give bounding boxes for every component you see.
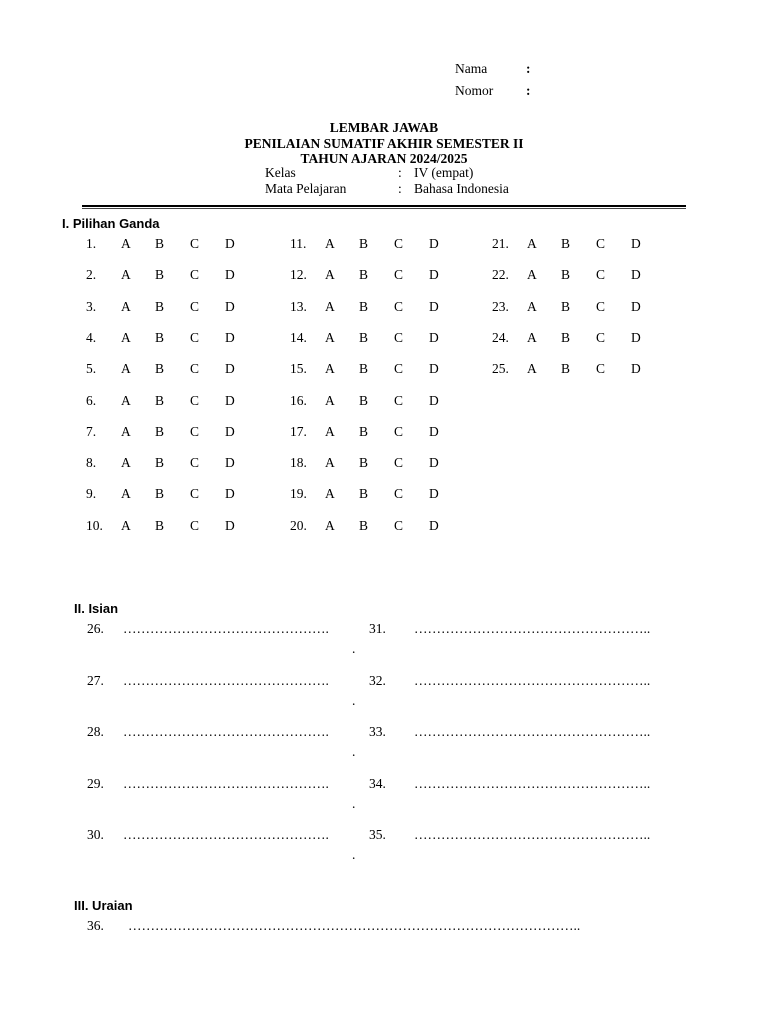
question-number: 20.	[290, 517, 307, 533]
answer-option-b[interactable]: B	[359, 361, 369, 377]
answer-option-a[interactable]: A	[325, 236, 335, 251]
answer-line[interactable]: ……………………………………………..	[414, 621, 651, 636]
answer-option-d[interactable]: D	[631, 267, 641, 283]
answer-option-c[interactable]: C	[190, 486, 200, 502]
answer-option-c[interactable]: C	[596, 298, 606, 314]
answer-option-a[interactable]: A	[121, 423, 131, 439]
question-number: 19.	[290, 486, 307, 502]
answer-line-continuation: .	[352, 847, 356, 862]
answer-option-b[interactable]: B	[155, 486, 165, 502]
question-number: 13.	[290, 298, 307, 314]
answer-option-c[interactable]: C	[394, 236, 404, 251]
answer-option-a[interactable]: A	[121, 361, 131, 377]
answer-option-c[interactable]: C	[190, 361, 200, 377]
answer-option-a[interactable]: A	[121, 486, 131, 502]
answer-line-continuation: .	[352, 795, 356, 811]
answer-option-a[interactable]: A	[527, 267, 537, 283]
answer-option-a[interactable]: A	[325, 267, 335, 283]
answer-row	[86, 455, 266, 473]
answer-option-b[interactable]: B	[155, 298, 165, 314]
answer-option-a[interactable]: A	[325, 486, 335, 502]
answer-row	[492, 299, 672, 317]
question-number: 22.	[492, 267, 509, 283]
answer-option-b[interactable]: B	[155, 517, 165, 533]
answer-option-b[interactable]: B	[561, 298, 571, 314]
question-number: 29.	[87, 775, 104, 791]
answer-option-d[interactable]: D	[225, 329, 235, 345]
question-number: 1.	[86, 236, 97, 251]
answer-option-b[interactable]: B	[359, 486, 369, 502]
answer-option-b[interactable]: B	[359, 423, 369, 439]
question-number: 33.	[369, 724, 386, 739]
answer-row	[290, 361, 470, 379]
fill-in-row	[0, 776, 768, 816]
answer-option-b[interactable]: B	[561, 267, 571, 283]
answer-option-c[interactable]: C	[190, 517, 200, 533]
answer-option-a[interactable]: A	[121, 455, 131, 471]
answer-option-c[interactable]: C	[190, 329, 200, 345]
answer-option-d[interactable]: D	[225, 298, 235, 314]
answer-option-a[interactable]: A	[527, 298, 537, 314]
answer-line[interactable]: ……………………………………….	[123, 775, 329, 791]
answer-option-c[interactable]: C	[190, 455, 200, 471]
answer-row	[290, 518, 470, 536]
answer-option-d[interactable]: D	[631, 329, 641, 345]
answer-option-d[interactable]: D	[429, 267, 439, 283]
answer-option-a[interactable]: A	[325, 361, 335, 377]
question-number: 17.	[290, 423, 307, 439]
answer-option-d[interactable]: D	[225, 236, 235, 251]
answer-row	[492, 267, 672, 285]
answer-line-continuation: .	[352, 744, 356, 759]
answer-option-c[interactable]: C	[394, 423, 404, 439]
answer-option-a[interactable]: A	[121, 236, 131, 251]
answer-option-a[interactable]: A	[121, 329, 131, 345]
answer-option-d[interactable]: D	[225, 455, 235, 471]
answer-option-d[interactable]: D	[225, 392, 235, 408]
answer-row	[290, 486, 470, 504]
section-essay-title: III. Uraian	[74, 898, 133, 913]
answer-option-a[interactable]: A	[325, 329, 335, 345]
question-number: 10.	[86, 517, 103, 533]
question-number: 25.	[492, 361, 509, 377]
answer-line[interactable]: ……………………………………….	[123, 827, 329, 842]
answer-option-b[interactable]: B	[359, 329, 369, 345]
question-number: 36.	[87, 918, 104, 933]
answer-row	[290, 267, 470, 285]
answer-row	[492, 236, 672, 254]
answer-option-c[interactable]: C	[190, 392, 200, 408]
answer-option-d[interactable]: D	[429, 329, 439, 345]
answer-row	[86, 393, 266, 411]
answer-row	[86, 361, 266, 379]
question-number: 34.	[369, 775, 386, 791]
subject-value: Bahasa Indonesia	[414, 181, 509, 196]
answer-row	[86, 330, 266, 348]
answer-line[interactable]: ……………………………………….	[123, 621, 329, 636]
answer-option-d[interactable]: D	[429, 361, 439, 377]
fill-in-row	[0, 673, 768, 713]
answer-option-d[interactable]: D	[631, 361, 641, 377]
answer-row	[290, 236, 470, 254]
answer-line[interactable]: ………………………………………………………………………………………..	[128, 918, 581, 933]
answer-option-d[interactable]: D	[225, 361, 235, 377]
answer-line[interactable]: ……………………………………………..	[414, 672, 651, 688]
answer-option-b[interactable]: B	[155, 392, 165, 408]
answer-line[interactable]: ……………………………………….	[123, 724, 329, 739]
answer-line[interactable]: ……………………………………………..	[414, 827, 651, 842]
fill-in-row	[0, 621, 768, 661]
answer-row	[290, 393, 470, 411]
question-number: 12.	[290, 267, 307, 283]
question-number: 26.	[87, 621, 104, 636]
question-number: 14.	[290, 329, 307, 345]
essay-row	[0, 918, 768, 958]
question-number: 35.	[369, 827, 386, 842]
answer-row	[86, 424, 266, 442]
subject-label: Mata Pelajaran	[265, 181, 347, 196]
answer-option-b[interactable]: B	[561, 361, 571, 377]
answer-option-a[interactable]: A	[527, 329, 537, 345]
answer-row	[492, 330, 672, 348]
question-number: 21.	[492, 236, 509, 251]
answer-option-b[interactable]: B	[359, 392, 369, 408]
answer-option-d[interactable]: D	[429, 455, 439, 471]
answer-option-b[interactable]: B	[359, 236, 369, 251]
question-number: 32.	[369, 672, 386, 688]
answer-option-a[interactable]: A	[527, 361, 537, 377]
answer-option-a[interactable]: A	[325, 392, 335, 408]
answer-option-b[interactable]: B	[155, 361, 165, 377]
subject-colon: :	[398, 181, 402, 196]
section-multiple-choice-title: I. Pilihan Ganda	[62, 216, 160, 231]
answer-option-c[interactable]: C	[394, 329, 404, 345]
question-number: 6.	[86, 392, 97, 408]
answer-option-b[interactable]: B	[155, 423, 165, 439]
answer-option-b[interactable]: B	[155, 329, 165, 345]
question-number: 2.	[86, 267, 97, 283]
answer-option-b[interactable]: B	[561, 236, 571, 251]
answer-option-d[interactable]: D	[631, 236, 641, 251]
answer-line[interactable]: ……………………………………………..	[414, 724, 651, 739]
exam-subtitle: PENILAIAN SUMATIF AKHIR SEMESTER II	[244, 136, 524, 151]
answer-row	[290, 299, 470, 317]
answer-row	[290, 455, 470, 473]
answer-option-a[interactable]: A	[325, 455, 335, 471]
class-label: Kelas	[265, 165, 296, 180]
answer-option-c[interactable]: C	[394, 361, 404, 377]
fill-in-row	[0, 724, 768, 764]
answer-row	[86, 486, 266, 504]
answer-option-d[interactable]: D	[225, 423, 235, 439]
answer-option-c[interactable]: C	[394, 486, 404, 502]
header-divider	[82, 205, 686, 207]
fill-in-row	[0, 827, 768, 867]
answer-option-d[interactable]: D	[429, 298, 439, 314]
name-colon: :	[526, 61, 531, 76]
answer-option-c[interactable]: C	[394, 392, 404, 408]
answer-option-d[interactable]: D	[429, 236, 439, 251]
number-label: Nomor	[455, 83, 494, 98]
answer-option-d[interactable]: D	[631, 298, 641, 314]
answer-row	[86, 236, 266, 254]
answer-option-a[interactable]: A	[325, 517, 335, 533]
answer-option-b[interactable]: B	[155, 267, 165, 283]
answer-option-d[interactable]: D	[225, 267, 235, 283]
question-number: 7.	[86, 423, 97, 439]
answer-line[interactable]: ……………………………………….	[123, 672, 329, 688]
question-number: 18.	[290, 455, 307, 471]
answer-option-c[interactable]: C	[190, 236, 200, 251]
class-value: IV (empat)	[414, 165, 474, 180]
answer-option-d[interactable]: D	[429, 392, 439, 408]
question-number: 24.	[492, 329, 509, 345]
answer-option-c[interactable]: C	[596, 329, 606, 345]
question-number: 9.	[86, 486, 97, 502]
answer-option-a[interactable]: A	[325, 423, 335, 439]
answer-option-c[interactable]: C	[394, 455, 404, 471]
answer-option-b[interactable]: B	[359, 267, 369, 283]
question-number: 28.	[87, 724, 104, 739]
answer-option-c[interactable]: C	[394, 298, 404, 314]
section-fill-in-title: II. Isian	[74, 601, 119, 616]
question-number: 30.	[87, 827, 104, 842]
answer-row	[86, 299, 266, 317]
answer-option-c[interactable]: C	[596, 236, 606, 251]
answer-line-continuation: .	[352, 692, 356, 708]
question-number: 4.	[86, 329, 97, 345]
question-number: 3.	[86, 298, 97, 314]
answer-option-c[interactable]: C	[190, 267, 200, 283]
answer-option-b[interactable]: B	[359, 455, 369, 471]
answer-option-a[interactable]: A	[325, 298, 335, 314]
header-divider-thin	[82, 208, 686, 209]
answer-row	[86, 267, 266, 285]
answer-option-d[interactable]: D	[225, 486, 235, 502]
answer-option-d[interactable]: D	[225, 517, 235, 533]
school-year: TAHUN AJARAN 2024/2025	[300, 151, 468, 166]
question-number: 8.	[86, 455, 97, 471]
answer-option-a[interactable]: A	[121, 517, 131, 533]
answer-row	[290, 424, 470, 442]
answer-option-c[interactable]: C	[190, 423, 200, 439]
answer-option-b[interactable]: B	[155, 455, 165, 471]
answer-option-b[interactable]: B	[359, 517, 369, 533]
answer-option-b[interactable]: B	[359, 298, 369, 314]
question-number: 15.	[290, 361, 307, 377]
answer-option-c[interactable]: C	[394, 517, 404, 533]
answer-row	[290, 330, 470, 348]
answer-row	[492, 361, 672, 379]
answer-option-b[interactable]: B	[561, 329, 571, 345]
answer-row	[86, 518, 266, 536]
question-number: 16.	[290, 392, 307, 408]
answer-line-continuation: .	[352, 641, 356, 656]
question-number: 27.	[87, 672, 104, 688]
answer-option-a[interactable]: A	[121, 267, 131, 283]
answer-option-c[interactable]: C	[596, 267, 606, 283]
question-number: 23.	[492, 298, 509, 314]
answer-option-a[interactable]: A	[121, 392, 131, 408]
answer-option-a[interactable]: A	[121, 298, 131, 314]
answer-option-b[interactable]: B	[155, 236, 165, 251]
name-label: Nama	[455, 61, 488, 76]
page-title: LEMBAR JAWAB	[329, 120, 439, 135]
answer-option-a[interactable]: A	[527, 236, 537, 251]
question-number: 5.	[86, 361, 97, 377]
answer-option-c[interactable]: C	[596, 361, 606, 377]
class-colon: :	[398, 165, 402, 180]
answer-option-d[interactable]: D	[429, 486, 439, 502]
answer-option-c[interactable]: C	[394, 267, 404, 283]
number-colon: :	[526, 83, 531, 98]
question-number: 11.	[290, 236, 307, 251]
answer-option-d[interactable]: D	[429, 517, 439, 533]
answer-line[interactable]: ……………………………………………..	[414, 775, 651, 791]
question-number: 31.	[369, 621, 386, 636]
answer-option-d[interactable]: D	[429, 423, 439, 439]
answer-option-c[interactable]: C	[190, 298, 200, 314]
